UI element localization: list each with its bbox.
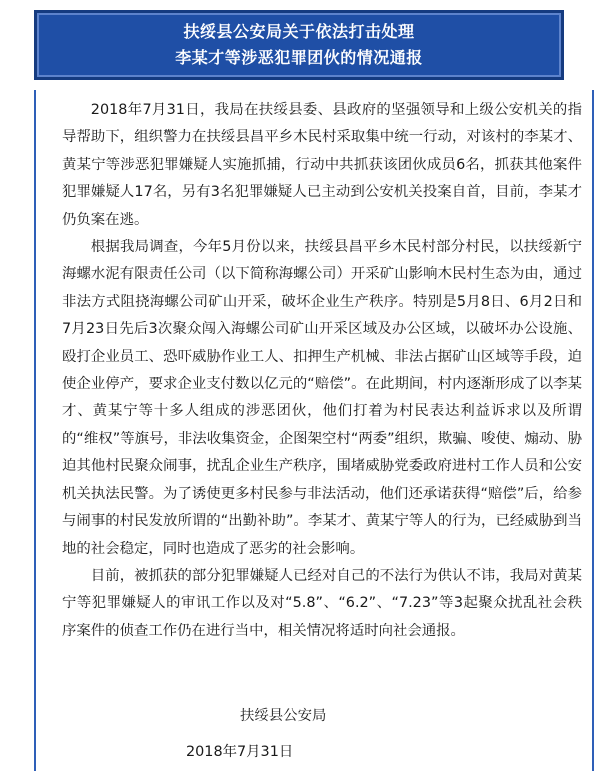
title-line-2: 李某才等涉恶犯罪团伙的情况通报 <box>175 48 423 67</box>
notice-body <box>62 97 582 645</box>
paragraph-3: 目前，被抓获的部分犯罪嫌疑人已经对自己的不法行为供认不讳，我局对黄某宁等犯罪嫌疑人的审讯工作以及对“5.8”、“6.2”、“7.23”等3起聚众扰乱社会秩序案件的侦查工作仍在进行当中，相关情况将适时向社会通报。 <box>62 567 582 639</box>
paragraph-2: 根据我局调查，今年5月份以来，扶绥县昌平乡木民村部分村民，以扶绥新宁海螺水泥有限责任公司（以下简称海螺公司）开采矿山影响木民村生态为由，通过非法方式阻挠海螺公司矿山开采，破坏企业生产秩序。特别是5月8日、6月2日和7月23日先后3次聚众闯入海螺公司矿山开采区域及办公区域，以破坏办公设施、殴打企业员工、恐吓威胁作业工人、扣押生产机械、非法占据矿山区域等手段，迫使企业停产，要求企业支付数以亿元的“赔偿”。在此期间，村内逐渐形成了以李某才、黄某宁等十多人组成的涉恶团伙，他们打着为村民表达利益诉求以及所谓的“维权”等旗号，非法收集资金，企图架空村“两委”组织，欺骗、唆使、煽动、胁迫其他村民聚众闹事，扰乱企业生产秩序，围堵威胁党委政府进村工作人员和公安机关执法民警。为了诱使更多村民参与非法活动，他们还承诺获得“赔偿”后，给参与闹事的村民发放所谓的“出勤补助”。李某才、黄某宁等人的行为，已经威胁到当地的社会稳定，同时也造成了恶劣的社会影响。 <box>62 239 582 557</box>
paragraph-1: 2018年7月31日，我局在扶绥县委、县政府的坚强领导和上级公安机关的指导帮助下，组织警力在扶绥县昌平乡木民村采取集中统一行动，对该村的李某才、黄某宁等涉恶犯罪嫌疑人实施抓捕，行动中共抓获该团伙成员6名，抓获其他案件犯罪嫌疑人17名，另有3名犯罪嫌疑人已主动到公安机关投案自首，目前，李某才仍负案在逃。 <box>62 102 582 228</box>
title-banner <box>34 10 564 80</box>
title-line-1: 扶绥县公安局关于依法打击处理 <box>183 22 415 41</box>
signature-org: 扶绥县公安局 <box>240 708 327 724</box>
signature-date: 2018年7月31日 <box>186 744 294 760</box>
